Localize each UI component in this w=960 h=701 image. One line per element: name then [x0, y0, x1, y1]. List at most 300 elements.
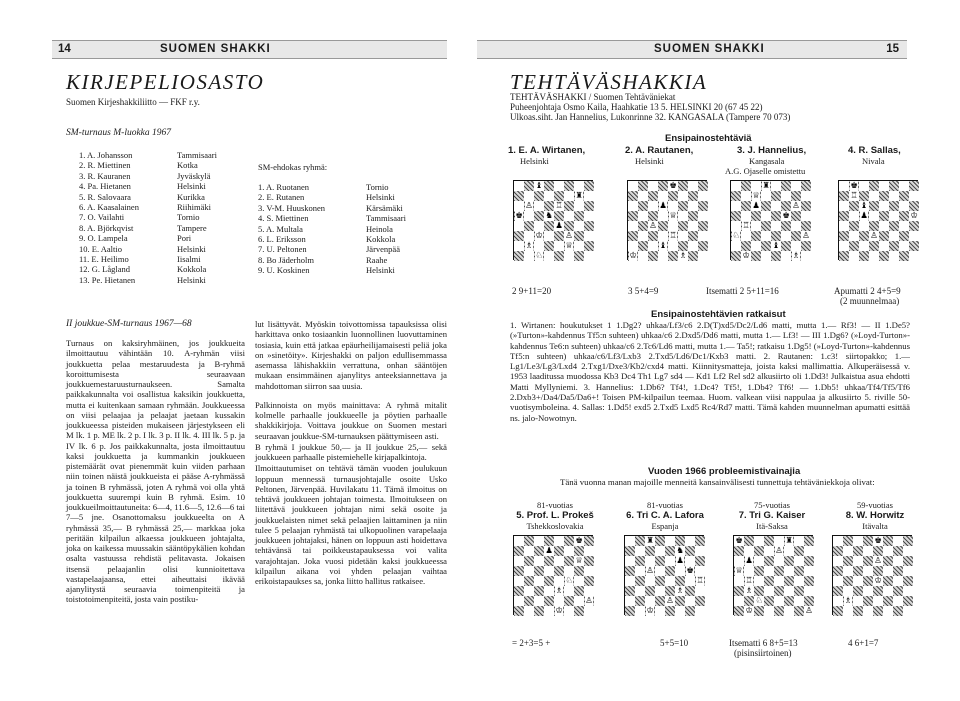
chess-piece-icon: ♙: [585, 596, 593, 606]
player-town: Kurikka: [177, 191, 205, 202]
problem-4-place: Nivala: [862, 156, 885, 166]
problem-6-heading: [615, 500, 715, 532]
chess-piece-icon: ♝: [772, 241, 780, 251]
board-square: [688, 201, 698, 211]
player-name: 13. Pe. Hietanen: [79, 274, 136, 285]
board-square: [774, 576, 784, 586]
board-square: [794, 566, 804, 576]
chess-piece-icon: ♟: [545, 546, 553, 556]
board-square: [554, 596, 564, 606]
player-name: 5. R. Salovaara: [79, 191, 131, 202]
board-square: [899, 221, 909, 231]
board-square: [564, 546, 574, 556]
problem-2-label: 2. A. Rautanen,: [625, 145, 694, 156]
board-square: [853, 566, 863, 576]
chess-piece-icon: ♚: [515, 211, 523, 221]
chess-piece-icon: ♙: [646, 566, 654, 576]
board-square: [635, 596, 645, 606]
article-col2-para4: Ilmoittautumiset on tehtävä tämän vuoden joulukuun loppuun mennessä turnausjohtajalle osoite Usko Peltonen, Järvenpää. Huvilakatu 11. Tämä ilmoitus on tehtävä joukkueen johtajan toimesta. Ilmoitukseen on liitettävä joukkueen johtajan nimi sekä osoite ja joukkuelaisten nimet sekä pelaajien laittaminen ja niin tulee 5 pelaajan ryhmästä tai ulkopuolinen varapelaaja joukkueen johtajaksi, hänen on loppuun asti hoidettava tehtävänsä tai poikkeustapauksessa voi valita varajohtajan. Joka vuosi pidetään kaksi joukkueessa kilpailun aikana voi yhden pelaajan vaihtaa erikoistapaukses sa, jonka liitto hallitus ratkaisee.: [255, 463, 447, 586]
board-square: [859, 221, 869, 231]
board-square: [879, 231, 889, 241]
board-square: [645, 536, 655, 546]
board-square: [859, 241, 869, 251]
board-square: [883, 606, 893, 616]
left-page-number: 14: [58, 43, 71, 55]
board-square: [698, 181, 708, 191]
board-square: [584, 241, 594, 251]
board-square: [645, 596, 655, 606]
player-name: 5. A. Multala: [258, 223, 303, 234]
player-town: Tampere: [177, 222, 207, 233]
chess-piece-icon: ♜: [785, 536, 793, 546]
board-square: [584, 211, 594, 221]
board-square: [781, 191, 791, 201]
board-square: [843, 586, 853, 596]
board-square: [774, 536, 784, 546]
board-square: [534, 576, 544, 586]
board-square: [741, 181, 751, 191]
board-square: [574, 211, 584, 221]
board-square: [794, 606, 804, 616]
board-square: [668, 241, 678, 251]
board-square: [859, 181, 869, 191]
chess-piece-icon: ♖: [850, 191, 858, 201]
board-square: [843, 606, 853, 616]
board-square: [741, 231, 751, 241]
board-square: [873, 546, 883, 556]
board-square: [695, 586, 705, 596]
board-square: [688, 221, 698, 231]
board-square: [794, 576, 804, 586]
board-square: [839, 241, 849, 251]
board-square: [534, 231, 544, 241]
chess-piece-icon: ♗: [844, 596, 852, 606]
board-square: [534, 566, 544, 576]
board-square: [564, 606, 574, 616]
board-square: [554, 181, 564, 191]
board-square: [554, 546, 564, 556]
board-square: [849, 221, 859, 231]
problem-1-heading: [508, 145, 598, 166]
problem-3-heading: [725, 145, 825, 177]
board-square: [873, 566, 883, 576]
board-square: [754, 546, 764, 556]
chess-board-4: [838, 180, 918, 260]
player-town: Raahe: [366, 254, 388, 265]
board-square: [764, 566, 774, 576]
board-square: [688, 241, 698, 251]
board-square: [801, 241, 811, 251]
board-square: [784, 576, 794, 586]
board-square: [698, 221, 708, 231]
board-square: [574, 201, 584, 211]
chess-board-8: [832, 535, 912, 615]
board-square: [554, 201, 564, 211]
board-square: [771, 251, 781, 261]
table-row: [79, 212, 249, 222]
table-row: [79, 244, 249, 254]
board-square: [544, 221, 554, 231]
problem-4-caption-note: (2 muunnelmaa): [840, 296, 900, 306]
board-square: [628, 211, 638, 221]
board-square: [801, 211, 811, 221]
board-square: [764, 596, 774, 606]
board-square: [863, 556, 873, 566]
board-square: [665, 566, 675, 576]
board-square: [869, 181, 879, 191]
problem-7-caption: Itsematti 6 8+5=13: [729, 638, 798, 648]
board-square: [514, 251, 524, 261]
chess-piece-icon: ♙: [802, 231, 810, 241]
chess-piece-icon: ♗: [792, 251, 800, 261]
board-square: [833, 536, 843, 546]
chess-piece-icon: ♚: [850, 181, 858, 191]
board-square: [648, 251, 658, 261]
chess-piece-icon: ♙: [870, 231, 878, 241]
player-name: 6. L. Eriksson: [258, 234, 306, 245]
board-square: [524, 596, 534, 606]
board-square: [665, 576, 675, 586]
masthead-line1: TEHTÄVÄSHAKKI / Suomen Tehtäväniekat: [510, 92, 676, 102]
board-square: [648, 231, 658, 241]
board-square: [544, 251, 554, 261]
board-square: [863, 576, 873, 586]
board-square: [574, 566, 584, 576]
problem-2-heading: [625, 145, 715, 166]
board-square: [584, 251, 594, 261]
board-square: [574, 546, 584, 556]
board-square: [889, 221, 899, 231]
article-col1: Turnaus on kaksiryhmäinen, jos joukkueita ilmoittautuu vähintään 10. A-ryhmän viisi joukkuetta pelaa mestaruudesta ja B-ryhmä koroittumisesta seuraavaan joukkuemestaruusturnaukseen. Samalta paikkakunnalta voi osallistua kaksikin joukkuetta, mutta ei kuitenkaan samaan ryhmään. Joukkueessa on viisi pelaajaa ja pelaajat jaetaan kussakin joukkueessa pisteiden mukaiseen järjestykseen eli M lk. 1 p. ME lk. 2 p. I lk. 3 p. II lk. 4. III lk. 5 p. ja IV lk. 6 p. Jos paikkakunnalta, josta ilmoittautuu kaksi joukkuetta ja kummankin joukkueen pistemäärät ovat pienemmät kuin viiden parhaan niin toinen näistä joukkueista ei pääse A-ryhmässä ja toinen B ryhmässä, joten A ryhmä voi olla yhtä joukkuetta suurempi kuin B ryhmä. Esim. 10 joukkueilmoittautuneita: 6—4, 11.6—5, 12.6—6 tai 7—5 jne. Osanottomaksu joukkueelta on A ryhmässä 35,— B ryhmässä 25,— markkaa joka peritään kilpailun alkaessa joukkueen johtajalta, joka on kaikessa muussakin sääntöpykälien kohdan osalta vastuussa rehdistä pelitavasta. Jokaisen itsensä pelaajanlin olisi kunnioitettava vastapelaajaansa, ettei aiheuttaisi ikävää ajanylitystä seuraavia toimenpiteitä ja toistotoimenpiteitä, josta vain postiku-: [66, 338, 245, 605]
board-square: [794, 536, 804, 546]
board-square: [534, 211, 544, 221]
board-square: [544, 191, 554, 201]
chess-piece-icon: ♙: [649, 221, 657, 231]
board-square: [685, 566, 695, 576]
board-square: [688, 191, 698, 201]
board-square: [544, 576, 554, 586]
board-square: [741, 241, 751, 251]
board-square: [628, 251, 638, 261]
player-town: Helsinki: [177, 274, 206, 285]
board-square: [879, 181, 889, 191]
chess-piece-icon: ♚: [686, 566, 694, 576]
board-square: [655, 576, 665, 586]
board-square: [554, 221, 564, 231]
board-square: [638, 191, 648, 201]
player-town: Tornio: [366, 182, 389, 192]
board-square: [893, 566, 903, 576]
board-square: [863, 586, 873, 596]
board-square: [839, 181, 849, 191]
board-square: [883, 546, 893, 556]
board-square: [741, 211, 751, 221]
player-name: 1. A. Ruotanen: [258, 182, 309, 192]
player-name: 9. U. Koskinen: [258, 265, 310, 276]
board-square: [628, 241, 638, 251]
board-square: [625, 546, 635, 556]
board-square: [764, 536, 774, 546]
chess-board-1: [513, 180, 593, 260]
table-row: [258, 203, 448, 213]
chess-piece-icon: ♜: [646, 536, 654, 546]
player-name: 8. Bo Jäderholm: [258, 254, 314, 265]
board-square: [889, 181, 899, 191]
chess-piece-icon: ♝: [860, 201, 868, 211]
board-square: [883, 596, 893, 606]
board-square: [761, 181, 771, 191]
board-square: [873, 576, 883, 586]
board-square: [731, 211, 741, 221]
board-square: [741, 191, 751, 201]
board-square: [685, 576, 695, 586]
board-square: [903, 596, 913, 606]
problem-1-place: Helsinki: [520, 156, 549, 166]
board-square: [524, 556, 534, 566]
board-square: [544, 586, 554, 596]
board-square: [849, 191, 859, 201]
board-square: [853, 556, 863, 566]
chess-piece-icon: ♔: [874, 576, 882, 586]
board-square: [655, 536, 665, 546]
problem-6-country: Espanja: [651, 521, 679, 532]
board-square: [849, 251, 859, 261]
board-square: [638, 251, 648, 261]
board-square: [658, 231, 668, 241]
board-square: [658, 191, 668, 201]
board-square: [544, 556, 554, 566]
board-square: [638, 231, 648, 241]
board-square: [744, 536, 754, 546]
chess-piece-icon: ♗: [745, 586, 753, 596]
table-row: [79, 150, 249, 160]
chess-piece-icon: ♟: [659, 201, 667, 211]
board-square: [734, 536, 744, 546]
board-square: [678, 221, 688, 231]
board-square: [801, 251, 811, 261]
board-square: [655, 586, 665, 596]
board-square: [584, 231, 594, 241]
board-square: [794, 546, 804, 556]
board-square: [675, 556, 685, 566]
problem-3-label: 3. J. Hannelius,: [737, 145, 807, 156]
board-square: [584, 596, 594, 606]
board-square: [564, 241, 574, 251]
board-square: [869, 211, 879, 221]
chess-piece-icon: ♚: [669, 181, 677, 191]
board-square: [524, 201, 534, 211]
board-square: [635, 576, 645, 586]
board-square: [524, 546, 534, 556]
board-square: [678, 201, 688, 211]
board-square: [635, 586, 645, 596]
board-square: [688, 181, 698, 191]
board-square: [584, 556, 594, 566]
board-square: [685, 556, 695, 566]
board-square: [584, 546, 594, 556]
board-square: [879, 221, 889, 231]
problem-6-caption: 5+5=10: [660, 638, 689, 648]
problem-8-caption: 4 6+1=7: [848, 638, 879, 648]
chess-piece-icon: ♞: [545, 211, 553, 221]
chess-piece-icon: ♙: [565, 231, 573, 241]
board-square: [734, 586, 744, 596]
board-square: [764, 586, 774, 596]
board-square: [645, 556, 655, 566]
table-row: [79, 233, 249, 243]
board-square: [658, 201, 668, 211]
board-square: [791, 191, 801, 201]
table2-title: SM-ehdokas ryhmä:: [258, 162, 328, 172]
board-square: [544, 211, 554, 221]
player-name: 3. V-M. Huuskonen: [258, 202, 326, 213]
board-square: [574, 241, 584, 251]
board-square: [695, 606, 705, 616]
board-square: [514, 201, 524, 211]
board-square: [791, 241, 801, 251]
board-square: [804, 536, 814, 546]
board-square: [909, 251, 919, 261]
board-square: [645, 606, 655, 616]
board-square: [668, 251, 678, 261]
vuoden-intro: Tänä vuonna manan majoille menneitä kansainvälisesti tunnettuja tehtäväniekkoja olivat:: [560, 477, 875, 487]
board-square: [648, 241, 658, 251]
board-square: [574, 586, 584, 596]
board-square: [665, 596, 675, 606]
board-square: [574, 231, 584, 241]
board-square: [665, 556, 675, 566]
board-square: [751, 201, 761, 211]
board-square: [873, 596, 883, 606]
problem-4-label: 4. R. Sallas,: [848, 145, 901, 156]
board-square: [909, 231, 919, 241]
board-square: [804, 566, 814, 576]
board-square: [584, 606, 594, 616]
board-square: [833, 546, 843, 556]
board-square: [554, 241, 564, 251]
chess-piece-icon: ♟: [752, 201, 760, 211]
board-square: [554, 556, 564, 566]
board-square: [635, 556, 645, 566]
board-square: [741, 251, 751, 261]
board-square: [781, 181, 791, 191]
board-square: [781, 241, 791, 251]
chess-board-2: [627, 180, 707, 260]
board-square: [869, 231, 879, 241]
board-square: [889, 191, 899, 201]
right-section-title: TEHTÄVÄSHAKKIA: [510, 70, 708, 94]
board-square: [544, 201, 554, 211]
board-square: [791, 231, 801, 241]
player-name: 7. O. Vailahti: [79, 212, 125, 223]
table-row: [79, 181, 249, 191]
board-square: [771, 191, 781, 201]
board-square: [584, 221, 594, 231]
player-town: Iisalmi: [177, 254, 201, 265]
board-square: [784, 596, 794, 606]
board-square: [524, 586, 534, 596]
player-name: 1. A. Johansson: [79, 150, 133, 160]
board-square: [744, 586, 754, 596]
board-square: [655, 556, 665, 566]
table-row: [258, 244, 448, 254]
board-square: [544, 536, 554, 546]
table-row: [258, 182, 448, 192]
board-square: [781, 211, 791, 221]
board-square: [909, 221, 919, 231]
board-square: [873, 556, 883, 566]
board-square: [903, 536, 913, 546]
board-square: [584, 201, 594, 211]
chess-piece-icon: ♟: [676, 556, 684, 566]
problem-5-caption: = 2+3=5 +: [512, 638, 551, 648]
chess-piece-icon: ♕: [575, 556, 583, 566]
board-square: [544, 596, 554, 606]
article-col2: [255, 319, 447, 586]
board-square: [893, 556, 903, 566]
chess-piece-icon: ♖: [742, 221, 750, 231]
board-square: [534, 181, 544, 191]
player-name: 11. E. Heilimo: [79, 254, 129, 265]
board-square: [574, 181, 584, 191]
board-square: [879, 201, 889, 211]
player-town: Helsinki: [366, 265, 395, 276]
chess-piece-icon: ♔: [910, 211, 918, 221]
board-square: [584, 576, 594, 586]
board-square: [863, 606, 873, 616]
board-square: [893, 546, 903, 556]
board-square: [751, 251, 761, 261]
player-town: Helsinki: [366, 192, 395, 203]
board-square: [678, 191, 688, 201]
board-square: [514, 221, 524, 231]
board-square: [564, 586, 574, 596]
board-square: [638, 221, 648, 231]
board-square: [675, 586, 685, 596]
board-square: [688, 251, 698, 261]
vuoden-title: Vuoden 1966 probleemistivainajia: [648, 466, 801, 477]
board-square: [695, 546, 705, 556]
chess-piece-icon: ♕: [565, 241, 573, 251]
problem-7-age: 75-vuotias: [754, 500, 790, 510]
board-square: [564, 536, 574, 546]
board-square: [859, 251, 869, 261]
board-square: [698, 231, 708, 241]
board-square: [675, 606, 685, 616]
board-square: [903, 576, 913, 586]
board-square: [635, 606, 645, 616]
board-square: [853, 596, 863, 606]
board-square: [675, 536, 685, 546]
board-square: [859, 201, 869, 211]
board-square: [678, 241, 688, 251]
problem-2-place: Helsinki: [635, 156, 664, 166]
board-square: [635, 536, 645, 546]
board-square: [645, 566, 655, 576]
player-name: 6. A. Kaasalainen: [79, 202, 139, 213]
board-square: [628, 181, 638, 191]
board-square: [731, 231, 741, 241]
board-square: [584, 181, 594, 191]
table-row: [79, 254, 249, 264]
board-square: [625, 586, 635, 596]
board-square: [839, 211, 849, 221]
board-square: [903, 606, 913, 616]
board-square: [853, 586, 863, 596]
board-square: [544, 546, 554, 556]
board-square: [628, 201, 638, 211]
board-square: [869, 241, 879, 251]
